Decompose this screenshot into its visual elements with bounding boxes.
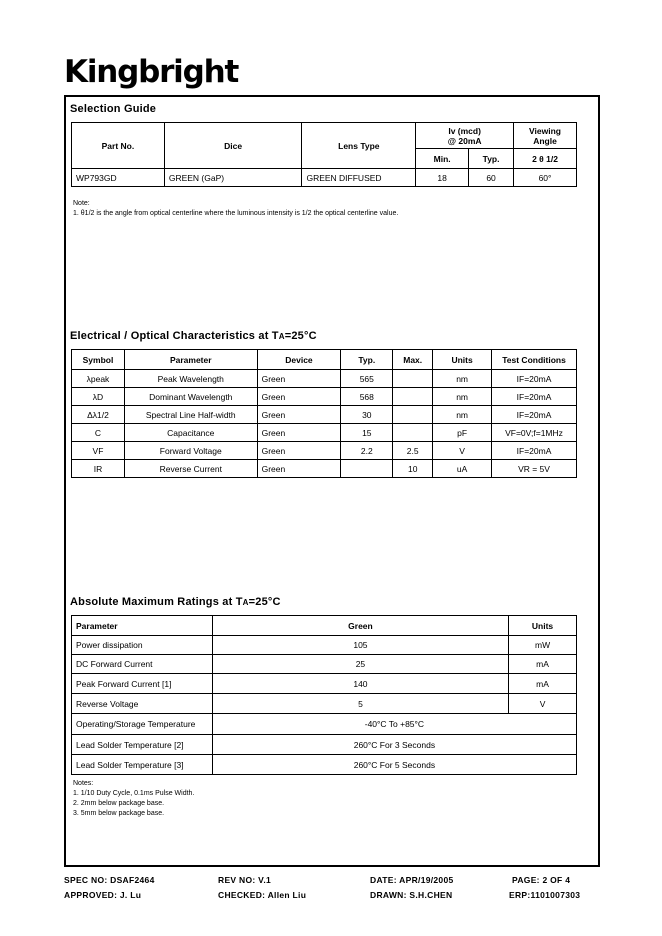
note-1: 1. θ1/2 is the angle from optical centerline where the luminous intensity is 1/2 the optical centerline value. [73,210,399,217]
cell-parameter: Lead Solder Temperature [2] [72,735,213,755]
cell-parameter: Peak Forward Current [1] [72,674,213,694]
note-3: 3. 5mm below package base. [73,810,165,817]
cell-symbol: C [72,424,125,442]
header-iv-line1: Iv (mcd) [448,125,481,136]
cell-value: 260°C For 5 Seconds [212,755,576,775]
header-units: Units [433,350,492,370]
table-row [72,370,577,388]
cell-units: nm [433,388,492,406]
cell-value: 25 [212,655,508,674]
cell-conditions: VR = 5V [492,460,577,478]
cell-device: Green [257,424,341,442]
cell-conditions: VF=0V;f=1MHz [492,424,577,442]
electrical-title: Electrical / Optical Characteristics at TA=25°C [70,330,317,342]
table-row [72,406,577,424]
cell-parameter: DC Forward Current [72,655,213,674]
cell-conditions: IF=20mA [492,370,577,388]
header-typ: Typ. [469,149,514,169]
header-max: Max. [393,350,433,370]
cell-device: Green [257,460,341,478]
table-row [72,694,577,714]
selection-note [73,199,398,219]
cell-max: 10 [393,460,433,478]
cell-typ: 565 [341,370,393,388]
cell-parameter: Spectral Line Half-width [124,406,257,424]
header-part-no: Part No. [72,123,165,169]
header-angle-symbol: 2 θ 1/2 [514,149,577,169]
cell-units: V [509,694,577,714]
table-row [72,460,577,478]
selection-guide-table [71,122,577,187]
cell-units: mA [509,674,577,694]
absolute-ratings-title: Absolute Maximum Ratings at TA=25°C [70,596,281,608]
rev-no: REV NO: V.1 [218,875,272,885]
cell-value: 5 [212,694,508,714]
absolute-notes [73,779,194,819]
cell-units: nm [433,370,492,388]
header-typ: Typ. [341,350,393,370]
cell-symbol: λD [72,388,125,406]
note-2: 2. 2mm below package base. [73,800,165,807]
cell-parameter: Reverse Voltage [72,694,213,714]
cell-units: pF [433,424,492,442]
table-row [72,442,577,460]
table-row [72,636,577,655]
header-parameter: Parameter [124,350,257,370]
table-row [72,388,577,406]
cell-units: mW [509,636,577,655]
table-row [72,655,577,674]
table-row [72,714,577,735]
cell-iv-min: 18 [416,169,469,187]
notes-title: Notes: [73,780,94,787]
cell-max [393,370,433,388]
cell-part-no: WP793GD [72,169,165,187]
cell-units: nm [433,406,492,424]
note-1: 1. 1/10 Duty Cycle, 0.1ms Pulse Width. [73,790,195,797]
cell-value: 105 [212,636,508,655]
date: DATE: APR/19/2005 [370,875,454,885]
note-title: Note: [73,200,90,207]
cell-device: Green [257,370,341,388]
cell-max [393,406,433,424]
cell-max [393,388,433,406]
cell-conditions: IF=20mA [492,442,577,460]
header-viewing-angle [514,123,577,149]
cell-symbol: Δλ1/2 [72,406,125,424]
approved-by: APPROVED: J. Lu [64,890,142,900]
header-dice: Dice [164,123,302,169]
cell-conditions: IF=20mA [492,406,577,424]
header-green: Green [212,616,508,636]
table-row [72,674,577,694]
header-iv [416,123,514,149]
header-angle-line1: Viewing [529,125,561,136]
header-test-conditions: Test Conditions [492,350,577,370]
cell-typ: 15 [341,424,393,442]
cell-value: -40°C To +85°C [212,714,576,735]
header-parameter: Parameter [72,616,213,636]
cell-parameter: Lead Solder Temperature [3] [72,755,213,775]
cell-units: V [433,442,492,460]
cell-symbol: IR [72,460,125,478]
cell-lens-type: GREEN DIFFUSED [302,169,416,187]
cell-units: uA [433,460,492,478]
cell-angle: 60° [514,169,577,187]
drawn-by: DRAWN: S.H.CHEN [370,890,453,900]
cell-typ [341,460,393,478]
cell-device: Green [257,388,341,406]
cell-device: Green [257,442,341,460]
cell-parameter: Capacitance [124,424,257,442]
cell-typ: 30 [341,406,393,424]
table-row [72,735,577,755]
cell-symbol: λpeak [72,370,125,388]
electrical-table [71,349,577,478]
header-units: Units [509,616,577,636]
table-row [72,755,577,775]
kingbright-logo: Kingbright [64,54,239,90]
page-number: PAGE: 2 OF 4 [512,875,571,885]
cell-parameter: Dominant Wavelength [124,388,257,406]
cell-parameter: Operating/Storage Temperature [72,714,213,735]
erp-number: ERP:1101007303 [509,890,581,900]
checked-by: CHECKED: Allen Liu [218,890,307,900]
cell-parameter: Power dissipation [72,636,213,655]
cell-parameter: Peak Wavelength [124,370,257,388]
cell-dice: GREEN (GaP) [164,169,302,187]
cell-device: Green [257,406,341,424]
cell-typ: 568 [341,388,393,406]
cell-parameter: Reverse Current [124,460,257,478]
cell-typ: 2.2 [341,442,393,460]
absolute-ratings-table [71,615,577,775]
cell-parameter: Forward Voltage [124,442,257,460]
cell-max [393,424,433,442]
selection-guide-title: Selection Guide [70,103,157,115]
cell-iv-typ: 60 [469,169,514,187]
cell-conditions: IF=20mA [492,388,577,406]
header-symbol: Symbol [72,350,125,370]
header-device: Device [257,350,341,370]
header-angle-line2: Angle [533,135,557,146]
spec-no: SPEC NO: DSAF2464 [64,875,155,885]
header-min: Min. [416,149,469,169]
cell-max: 2.5 [393,442,433,460]
table-row [72,424,577,442]
cell-value: 140 [212,674,508,694]
cell-units: mA [509,655,577,674]
cell-symbol: VF [72,442,125,460]
header-iv-line2: @ 20mA [447,135,482,146]
cell-value: 260°C For 3 Seconds [212,735,576,755]
header-lens-type: Lens Type [302,123,416,169]
